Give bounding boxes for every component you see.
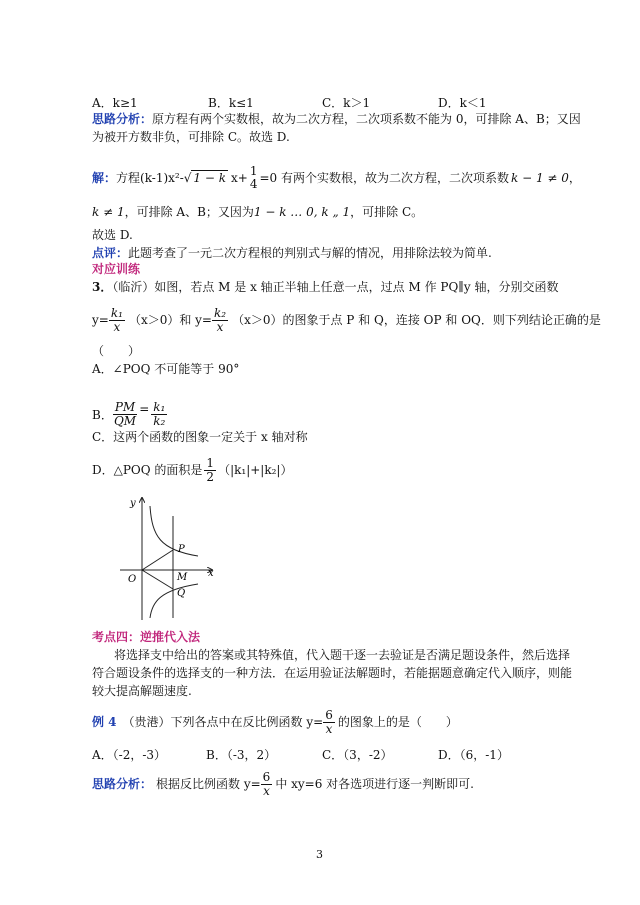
function-graph	[118, 492, 218, 624]
option-d: D．k＜1	[438, 96, 487, 110]
choice-d: D．△POQ 的面积是 $\frac{1}{2}$ （|k₁|+|k₂|）	[92, 455, 293, 484]
label-y: y	[130, 498, 136, 509]
practice-heading: 对应训练	[92, 262, 141, 276]
choice-b: B． $\frac{PM}{QM}$ = $\frac{\text{k₁}}{\text{k₂}}$	[92, 400, 166, 428]
example-option-c: C．（3，-2）	[322, 748, 393, 762]
curve-k2	[150, 584, 198, 618]
practice-functions: y= $\frac{\text{k₁}}{x}$ （x＞0）和 y= $\frac{\text{k₂}}{x}$ （x＞0）的图象于点 P 和 Q，连接 OP 和 OQ．则下列结论正确的是	[92, 305, 601, 334]
solution-label: 解：	[92, 171, 117, 185]
section-para-3: 较大提高解题速度.	[92, 684, 192, 698]
curve-k1	[150, 506, 198, 556]
option-b: B．k≤1	[208, 96, 254, 110]
fraction-k1-over-k2: $\frac{\text{k₁}}{\text{k₂}}$	[153, 400, 166, 428]
label-x: x	[208, 568, 214, 579]
example-analysis-label: 思路分析：	[92, 777, 153, 791]
fraction-k2-over-x: $\frac{\text{k₂}}{x}$	[214, 305, 227, 334]
option-c: C．k＞1	[322, 96, 371, 110]
label-p: P	[178, 544, 185, 555]
fraction-six-over-x: $\frac{6}{x}$	[325, 707, 333, 736]
op-segment	[142, 550, 173, 570]
oq-segment	[142, 570, 173, 589]
analysis-line-1: 思路分析：原方程有两个实数根，故为二次方程，二次项系数不能为 0，可排除 A、B；又因	[92, 112, 581, 126]
fraction-one-half: $\frac{1}{2}$	[206, 455, 215, 484]
comment: 点评：此题考查了一元二次方程根的判别式与解的情况，用排除法较为简单.	[92, 246, 492, 260]
example-option-a: A．（-2，-3）	[92, 748, 167, 762]
analysis-line-2: 为被开方数非负，可排除 C。故选 D.	[92, 130, 290, 144]
option-a: A．k≥1	[92, 96, 138, 110]
example-stem: 例 4 （贵港）下列各点中在反比例函数 y= $\frac{6}{x}$ 的图象上的是（ ）	[92, 707, 458, 736]
example-option-b: B．（-3，2）	[206, 748, 277, 762]
label-o: O	[128, 574, 137, 585]
section-para-1: 将选择支中给出的答案或其特殊值，代入题干逐一去验证是否满足题设条件，然后选择	[114, 648, 571, 662]
label-q: Q	[177, 588, 186, 599]
fraction-one-quarter: 1 4	[249, 164, 258, 191]
choice-c: C．这两个函数的图象一定关于 x 轴对称	[92, 430, 308, 444]
section-para-2: 符合题设条件的选择支的一种方法．在运用验证法解题时，若能据题意确定代入顺序，则能	[92, 666, 573, 680]
example-label: 例 4	[92, 715, 117, 729]
answer-paren: （ ）	[92, 344, 141, 358]
fraction-pm-over-qm: $\frac{PM}{QM}$	[113, 400, 137, 428]
section-title: 考点四：逆推代入法	[92, 630, 201, 644]
example-analysis: 思路分析： 根据反比例函数 y= $\frac{6}{x}$ 中 xy=6 对各选项进行逐一判断即可.	[92, 769, 474, 798]
fraction-k1-over-x: $\frac{\text{k₁}}{x}$	[110, 305, 123, 334]
example-option-d: D．（6，-1）	[438, 748, 509, 762]
practice-stem: 3．（临沂）如图，若点 M 是 x 轴正半轴上任意一点，过点 M 作 PQ∥y 轴，分别交函数	[92, 280, 559, 294]
choice-a: A．∠POQ 不可能等于 90°	[92, 362, 240, 376]
page-number: 3	[316, 848, 323, 861]
analysis-label: 思路分析：	[92, 112, 153, 126]
fraction-six-over-x-2: $\frac{6}{x}$	[262, 769, 271, 798]
comment-label: 点评：	[92, 246, 129, 260]
conclusion: 故选 D.	[92, 228, 133, 242]
solution-line-2: k ≠ 1，可排除 A、B；又因为1 − k … 0, k „ 1，可排除 C。	[92, 205, 424, 219]
label-m: M	[177, 572, 188, 583]
solution-line-1: 解： 方程(k-1)x²- √ 1 − k x+ 1 4 =0 有两个实数根，故为二次方程，二次项系数 k − 1 ≠ 0 ，	[92, 164, 581, 191]
radical: √ 1 − k	[183, 171, 227, 185]
